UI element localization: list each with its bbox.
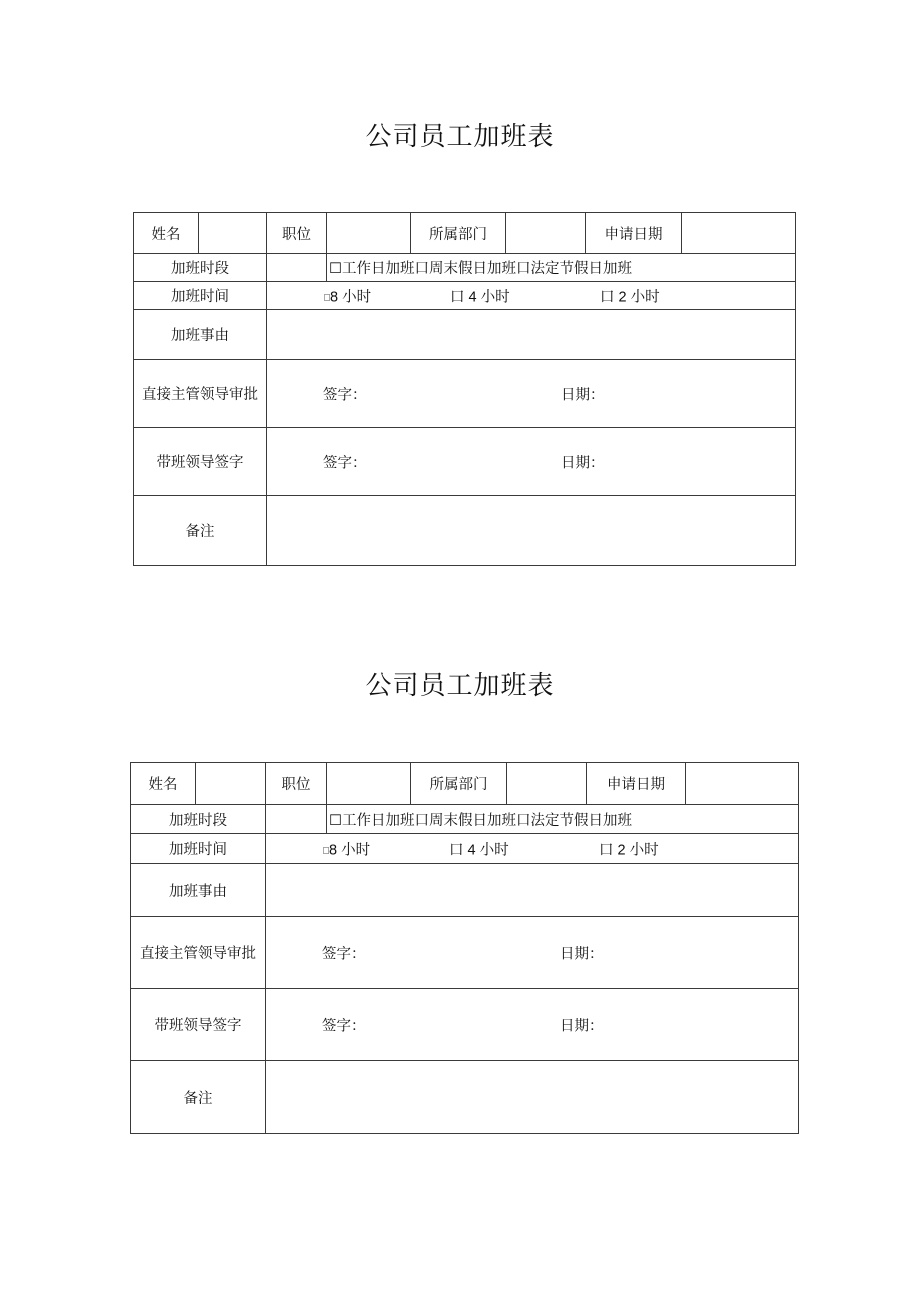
remark-label: 备注 xyxy=(131,1061,266,1134)
hours-8-label: 8 小时 xyxy=(329,842,371,858)
supervisor-approval-field[interactable] xyxy=(267,360,796,428)
period-blank-cell xyxy=(267,254,327,282)
name-field[interactable] xyxy=(199,213,267,254)
hours-8-option[interactable] xyxy=(324,285,371,306)
remark-label: 备注 xyxy=(134,496,267,566)
time-label: 加班时间 xyxy=(131,834,266,864)
department-field[interactable] xyxy=(507,763,587,805)
hours-options xyxy=(267,282,796,310)
supervisor-approval-label: 直接主管领导审批 xyxy=(131,917,266,989)
hours-2-option[interactable]: 口 2 小时 xyxy=(599,842,659,858)
reason-field[interactable] xyxy=(266,864,799,917)
period-options[interactable]: ☐工作日加班口周末假日加班口法定节假日加班 xyxy=(327,254,796,282)
reason-field[interactable] xyxy=(267,310,796,360)
reason-label: 加班事由 xyxy=(131,864,266,917)
shift-leader-sign-field[interactable] xyxy=(267,428,796,496)
shift-leader-sign-label: 带班领导签字 xyxy=(131,989,266,1061)
hours-options xyxy=(266,834,799,864)
remark-field[interactable] xyxy=(267,496,796,566)
department-field[interactable] xyxy=(506,213,586,254)
supervisor-approval-label: 直接主管领导审批 xyxy=(134,360,267,428)
sign-label: 签字： xyxy=(323,455,367,471)
period-label: 加班时段 xyxy=(131,805,266,834)
date-label: 日期： xyxy=(561,387,605,403)
name-label: 姓名 xyxy=(131,763,196,805)
time-label: 加班时间 xyxy=(134,282,267,310)
shift-leader-sign-field[interactable] xyxy=(266,989,799,1061)
sign-label: 签字： xyxy=(323,387,367,403)
reason-label: 加班事由 xyxy=(134,310,267,360)
apply-date-label: 申请日期 xyxy=(587,763,686,805)
hours-8-label: 8 小时 xyxy=(330,289,372,305)
form-title: 公司员工加班表 xyxy=(365,671,555,701)
apply-date-label: 申请日期 xyxy=(586,213,682,254)
position-field[interactable] xyxy=(327,213,411,254)
date-label: 日期： xyxy=(560,946,604,962)
overtime-form-table xyxy=(133,212,796,566)
checkbox-icon: □ xyxy=(323,845,330,856)
hours-4-option[interactable]: 口 4 小时 xyxy=(450,289,510,305)
date-label: 日期： xyxy=(561,455,605,471)
position-field[interactable] xyxy=(327,763,411,805)
period-options[interactable]: ☐工作日加班口周末假日加班口法定节假日加班 xyxy=(327,805,799,834)
date-label: 日期： xyxy=(560,1018,604,1034)
name-label: 姓名 xyxy=(134,213,199,254)
apply-date-field[interactable] xyxy=(686,763,799,805)
form-title: 公司员工加班表 xyxy=(365,122,555,152)
supervisor-approval-field[interactable] xyxy=(266,917,799,989)
remark-field[interactable] xyxy=(266,1061,799,1134)
period-blank-cell xyxy=(266,805,327,834)
name-field[interactable] xyxy=(196,763,266,805)
hours-2-option[interactable]: 口 2 小时 xyxy=(600,289,660,305)
apply-date-field[interactable] xyxy=(682,213,796,254)
hours-4-option[interactable]: 口 4 小时 xyxy=(449,842,509,858)
sign-label: 签字： xyxy=(322,1018,366,1034)
hours-8-option[interactable] xyxy=(323,838,370,859)
position-label: 职位 xyxy=(266,763,327,805)
sign-label: 签字： xyxy=(322,946,366,962)
department-label: 所属部门 xyxy=(411,213,506,254)
shift-leader-sign-label: 带班领导签字 xyxy=(134,428,267,496)
overtime-form-table xyxy=(130,762,799,1134)
department-label: 所属部门 xyxy=(411,763,507,805)
checkbox-icon: □ xyxy=(324,292,331,303)
position-label: 职位 xyxy=(267,213,327,254)
period-label: 加班时段 xyxy=(134,254,267,282)
